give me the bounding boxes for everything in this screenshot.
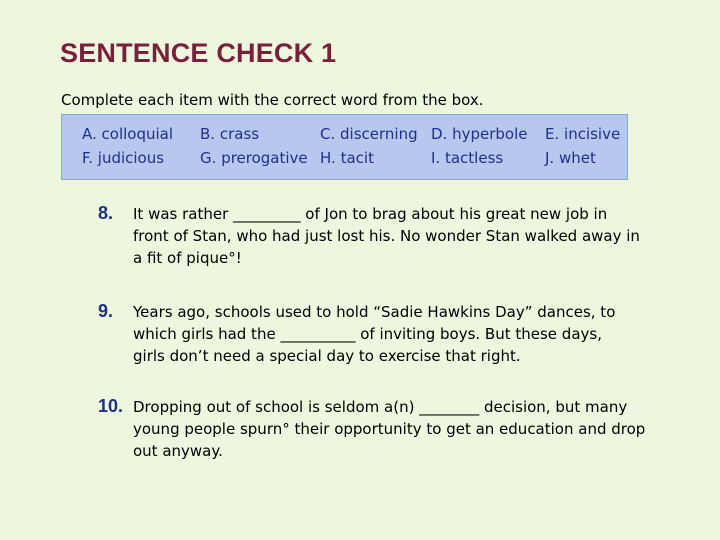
- word-letter: A.: [82, 125, 97, 143]
- word-option: [545, 125, 620, 143]
- item-line: Dropping out of school is seldom a(n) ________ decision, but many: [133, 398, 628, 416]
- item-line: young people spurn° their opportunity to get an education and drop: [133, 420, 646, 438]
- item-line: front of Stan, who had just lost his. No wonder Stan walked away in: [133, 227, 640, 245]
- word-option: [82, 125, 173, 143]
- word-text: incisive: [564, 125, 621, 143]
- word-text: discerning: [340, 125, 418, 143]
- word-text: colloquial: [101, 125, 174, 143]
- word-letter: F.: [82, 149, 93, 167]
- instructions: Complete each item with the correct word from the box.: [61, 91, 484, 109]
- item-line: a fit of pique°!: [133, 249, 242, 267]
- word-letter: H.: [320, 149, 336, 167]
- word-option: [200, 149, 308, 167]
- word-letter: G.: [200, 149, 217, 167]
- word-text: whet: [558, 149, 596, 167]
- word-letter: J.: [545, 149, 555, 167]
- word-option: [431, 149, 503, 167]
- word-letter: B.: [200, 125, 216, 143]
- word-text: judicious: [97, 149, 165, 167]
- word-option: [431, 125, 528, 143]
- item-number: 10.: [98, 396, 124, 416]
- word-letter: D.: [431, 125, 448, 143]
- word-letter: I.: [431, 149, 441, 167]
- word-letter: E.: [545, 125, 560, 143]
- item-line: girls don’t need a special day to exercise that right.: [133, 347, 521, 365]
- word-option: [545, 149, 596, 167]
- item-line: out anyway.: [133, 442, 223, 460]
- item-line: It was rather _________ of Jon to brag about his great new job in: [133, 205, 608, 223]
- word-text: crass: [219, 125, 260, 143]
- item-number: 9.: [98, 301, 114, 321]
- word-box: [61, 114, 628, 180]
- item-number: 8.: [98, 203, 114, 223]
- word-text: tacit: [340, 149, 374, 167]
- word-text: tactless: [444, 149, 504, 167]
- word-option: [200, 125, 259, 143]
- word-text: prerogative: [221, 149, 308, 167]
- word-option: [320, 125, 418, 143]
- page-title: SENTENCE CHECK 1: [60, 38, 337, 68]
- word-option: [320, 149, 374, 167]
- item-line: Years ago, schools used to hold “Sadie Hawkins Day” dances, to: [133, 303, 616, 321]
- word-letter: C.: [320, 125, 336, 143]
- word-option: [82, 149, 164, 167]
- item-line: which girls had the __________ of inviting boys. But these days,: [133, 325, 602, 343]
- word-text: hyperbole: [452, 125, 528, 143]
